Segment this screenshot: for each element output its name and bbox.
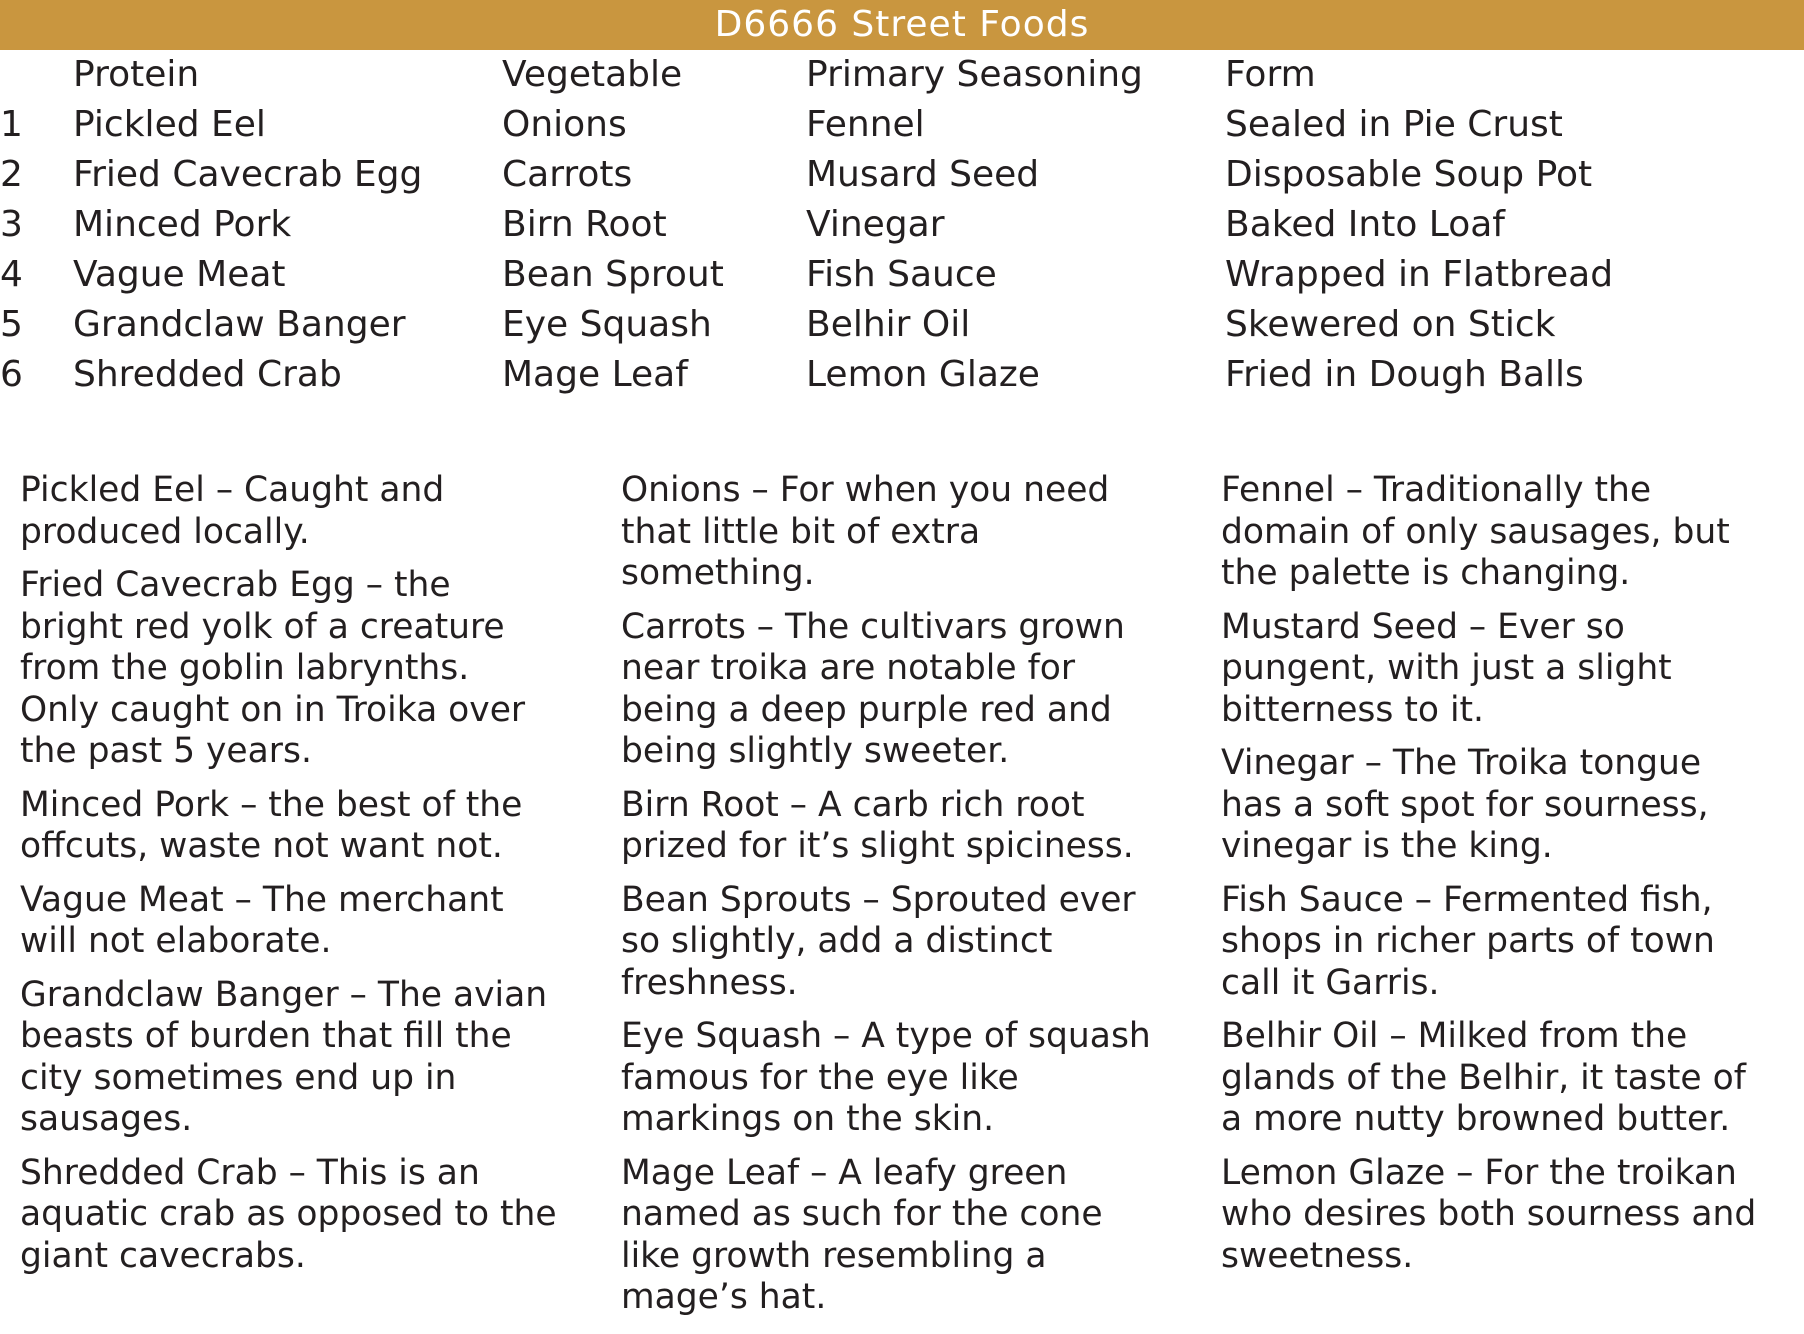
roll-number: 5 — [0, 304, 23, 345]
vegetable-description: Bean Sprouts – Sprouted ever so slightly, add a distinct freshness. — [621, 879, 1136, 1003]
seasoning-description: Vinegar – The Troika tongue has a soft spot for sourness, vinegar is the king. — [1221, 743, 1709, 866]
table-header-row — [0, 50, 1804, 100]
protein-description: Shredded Crab – This is an aquatic crab as opposed to the giant cavecrabs. — [20, 1152, 557, 1276]
vegetable-descriptions — [621, 470, 1211, 1331]
page-title: D6666 Street Foods — [714, 4, 1090, 45]
form-cell: Wrapped in Flatbread — [1225, 254, 1614, 295]
table-row — [0, 350, 1804, 400]
vegetable-cell: Bean Sprout — [502, 254, 724, 295]
protein-cell: Minced Pork — [73, 204, 292, 245]
seasoning-description: Fish Sauce – Fermented fish, shops in richer parts of town call it Garris. — [1221, 879, 1715, 1003]
seasoning-cell: Belhir Oil — [806, 304, 971, 345]
seasoning-description: Belhir Oil – Milked from the glands of the Belhir, it taste of a more nutty browned butter. — [1221, 1016, 1746, 1139]
table-row — [0, 100, 1804, 150]
vegetable-cell: Carrots — [502, 154, 633, 195]
roll-number: 3 — [0, 204, 23, 245]
roll-number: 6 — [0, 354, 23, 395]
vegetable-cell: Eye Squash — [502, 304, 712, 345]
table-row — [0, 150, 1804, 200]
roll-table — [0, 50, 1804, 400]
vegetable-description: Carrots – The cultivars grown near troika are notable for being a deep purple red and being slightly sweeter. — [621, 606, 1125, 771]
vegetable-cell: Birn Root — [502, 204, 667, 245]
vegetable-cell: Mage Leaf — [502, 354, 688, 395]
column-header-vegetable: Vegetable — [502, 54, 683, 95]
protein-cell: Fried Cavecrab Egg — [73, 154, 423, 195]
vegetable-description: Eye Squash – A type of squash famous for the eye like markings on the skin. — [621, 1016, 1151, 1139]
seasoning-cell: Fish Sauce — [806, 254, 997, 295]
column-header-form: Form — [1225, 54, 1316, 95]
protein-description: Pickled Eel – Caught and produced locally. — [20, 470, 445, 552]
protein-description: Minced Pork – the best of the offcuts, waste not want not. — [20, 784, 523, 866]
seasoning-description: Mustard Seed – Ever so pungent, with just a slight bitterness to it. — [1221, 606, 1672, 730]
seasoning-description: Fennel – Traditionally the domain of only sausages, but the palette is changing. — [1221, 470, 1730, 593]
seasoning-cell: Musard Seed — [806, 154, 1040, 195]
form-cell: Disposable Soup Pot — [1225, 154, 1593, 195]
roll-number: 2 — [0, 154, 23, 195]
table-row — [0, 250, 1804, 300]
protein-cell: Shredded Crab — [73, 354, 342, 395]
column-header-seasoning: Primary Seasoning — [806, 54, 1143, 95]
seasoning-cell: Vinegar — [806, 204, 945, 245]
vegetable-description: Birn Root – A carb rich root prized for it’s slight spiciness. — [621, 784, 1134, 866]
form-cell: Fried in Dough Balls — [1225, 354, 1584, 395]
protein-description: Grandclaw Banger – The avian beasts of burden that fill the city sometimes end up in sausages. — [20, 974, 548, 1139]
column-header-protein: Protein — [73, 54, 200, 95]
protein-cell: Pickled Eel — [73, 104, 266, 145]
form-cell: Skewered on Stick — [1225, 304, 1556, 345]
form-cell: Sealed in Pie Crust — [1225, 104, 1563, 145]
seasoning-description: Lemon Glaze – For the troikan who desires both sourness and sweetness. — [1221, 1152, 1757, 1276]
seasoning-cell: Fennel — [806, 104, 925, 145]
roll-number: 1 — [0, 104, 23, 145]
roll-number: 4 — [0, 254, 23, 295]
form-cell: Baked Into Loaf — [1225, 204, 1505, 245]
protein-cell: Vague Meat — [73, 254, 286, 295]
protein-descriptions — [20, 470, 610, 1289]
protein-cell: Grandclaw Banger — [73, 304, 406, 345]
vegetable-description: Mage Leaf – A leafy green named as such for the cone like growth resembling a mage’s hat. — [621, 1152, 1103, 1317]
title-bar — [0, 0, 1804, 50]
protein-description: Fried Cavecrab Egg – the bright red yolk of a creature from the goblin labrynths. Only caught on in Troika over the past 5 years. — [20, 565, 526, 771]
vegetable-cell: Onions — [502, 104, 627, 145]
protein-description: Vague Meat – The merchant will not elaborate. — [20, 879, 504, 961]
vegetable-description: Onions – For when you need that little bit of extra something. — [621, 470, 1110, 593]
table-row — [0, 300, 1804, 350]
seasoning-cell: Lemon Glaze — [806, 354, 1040, 395]
table-row — [0, 200, 1804, 250]
seasoning-descriptions — [1221, 470, 1801, 1289]
